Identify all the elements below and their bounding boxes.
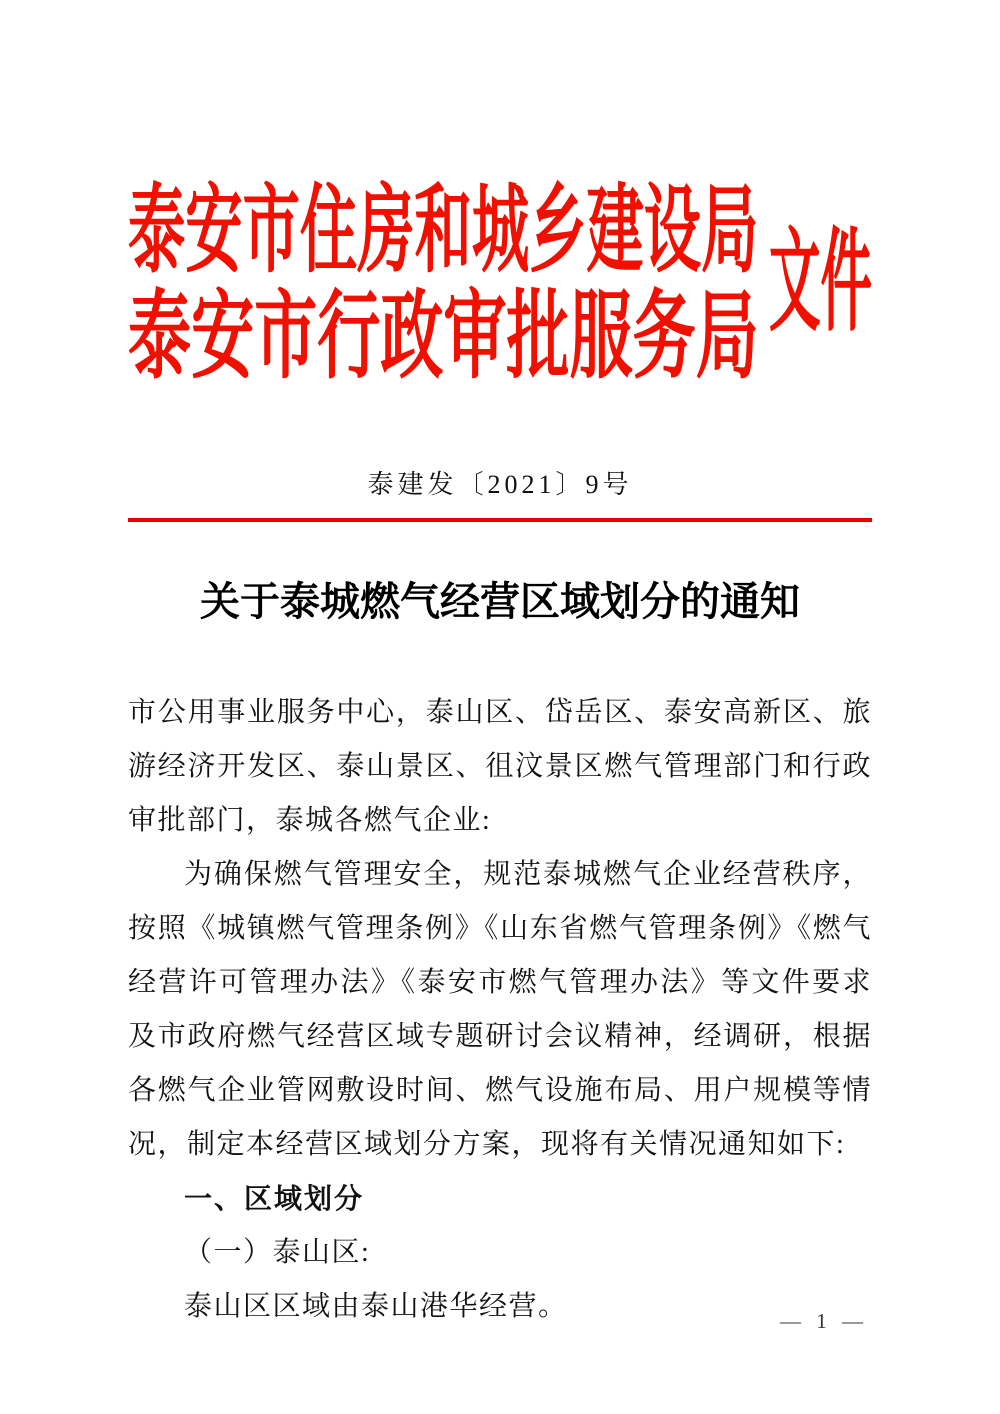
red-divider-line — [128, 518, 872, 522]
document-word-label: 文件 — [768, 221, 872, 345]
body-paragraphs — [128, 686, 872, 1334]
document-reference-number: 泰建发〔2021〕9号 — [367, 470, 633, 499]
agency-name-line1: 泰安市住房和城乡建设局 — [128, 177, 759, 284]
agency-name-line2: 泰安市行政审批服务局 — [128, 283, 759, 390]
paragraph: 泰山区区域由泰山港华经营。 — [184, 1291, 568, 1322]
paragraph: （一）泰山区: — [184, 1237, 371, 1268]
document-title: 关于泰城燃气经营区域划分的通知 — [200, 579, 800, 624]
red-letterhead — [128, 178, 872, 390]
paragraph: 一、区域划分 — [184, 1183, 365, 1214]
paragraph: 市公用事业服务中心，泰山区、岱岳区、泰安高新区、旅游经济开发区、泰山景区、徂汶景区燃气管理部门和行政审批部门，泰城各燃气企业: — [128, 697, 872, 836]
page-number: — 1 — — [780, 1309, 868, 1333]
paragraph: 为确保燃气管理安全，规范泰城燃气企业经营秩序，按照《城镇燃气管理条例》《山东省燃气管理条例》《燃气经营许可管理办法》《泰安市燃气管理办法》等文件要求及市政府燃气经营区域专题研讨会议精神，经调研，根据各燃气企业管网敷设时间、燃气设施布局、用户规模等情况，制定本经营区域划分方案，现将有关情况通知如下: — [128, 859, 872, 1160]
document-content — [128, 0, 872, 1334]
